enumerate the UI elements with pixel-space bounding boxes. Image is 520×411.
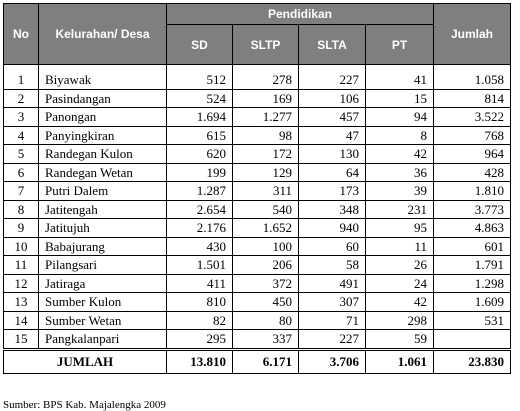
cell-sd: 512 <box>167 65 233 90</box>
cell-slta: 227 <box>299 65 366 90</box>
cell-no: 4 <box>4 126 39 145</box>
cell-jumlah: 1.298 <box>434 274 511 293</box>
cell-sd: 524 <box>167 89 233 108</box>
total-slta: 3.706 <box>299 349 366 373</box>
cell-pt: 59 <box>366 330 434 350</box>
cell-sd: 2.654 <box>167 200 233 219</box>
cell-sd: 1.694 <box>167 108 233 127</box>
cell-slta: 58 <box>299 256 366 275</box>
cell-pt: 8 <box>366 126 434 145</box>
cell-sd: 620 <box>167 145 233 164</box>
cell-no: 5 <box>4 145 39 164</box>
cell-kelurahan: Pasindangan <box>39 89 167 108</box>
cell-pt: 26 <box>366 256 434 275</box>
header-sltp: SLTP <box>233 25 299 65</box>
cell-pt: 11 <box>366 237 434 256</box>
cell-sltp: 172 <box>233 145 299 164</box>
cell-kelurahan: Pilangsari <box>39 256 167 275</box>
cell-pt: 39 <box>366 182 434 201</box>
cell-no: 8 <box>4 200 39 219</box>
header-no: No <box>4 4 39 65</box>
table-row <box>4 145 511 164</box>
cell-sd: 295 <box>167 330 233 350</box>
cell-sltp: 1.277 <box>233 108 299 127</box>
cell-jumlah: 1.810 <box>434 182 511 201</box>
cell-no: 14 <box>4 311 39 330</box>
cell-sd: 82 <box>167 311 233 330</box>
cell-sltp: 100 <box>233 237 299 256</box>
table-row <box>4 163 511 182</box>
cell-no: 15 <box>4 330 39 350</box>
cell-kelurahan: Putri Dalem <box>39 182 167 201</box>
cell-slta: 106 <box>299 89 366 108</box>
cell-slta: 491 <box>299 274 366 293</box>
cell-sltp: 169 <box>233 89 299 108</box>
cell-sltp: 450 <box>233 293 299 312</box>
cell-jumlah: 601 <box>434 237 511 256</box>
cell-kelurahan: Jatiraga <box>39 274 167 293</box>
cell-pt: 36 <box>366 163 434 182</box>
cell-jumlah: 814 <box>434 89 511 108</box>
cell-sltp: 129 <box>233 163 299 182</box>
cell-jumlah: 3.522 <box>434 108 511 127</box>
cell-pt: 94 <box>366 108 434 127</box>
cell-slta: 940 <box>299 219 366 238</box>
cell-jumlah: 4.863 <box>434 219 511 238</box>
table-row <box>4 256 511 275</box>
source-note: Sumber: BPS Kab. Majalengka 2009 <box>3 399 166 411</box>
cell-slta: 173 <box>299 182 366 201</box>
cell-slta: 227 <box>299 330 366 350</box>
total-label: JUMLAH <box>4 349 167 373</box>
table-row <box>4 182 511 201</box>
table-row <box>4 200 511 219</box>
cell-slta: 130 <box>299 145 366 164</box>
cell-slta: 457 <box>299 108 366 127</box>
education-table <box>3 3 511 374</box>
cell-no: 10 <box>4 237 39 256</box>
table-row <box>4 311 511 330</box>
cell-jumlah: 768 <box>434 126 511 145</box>
total-jumlah: 23.830 <box>434 349 511 373</box>
cell-no: 12 <box>4 274 39 293</box>
cell-sd: 2.176 <box>167 219 233 238</box>
cell-pt: 231 <box>366 200 434 219</box>
header-kelurahan: Kelurahan/ Desa <box>39 4 167 65</box>
cell-slta: 307 <box>299 293 366 312</box>
cell-no: 7 <box>4 182 39 201</box>
cell-no: 1 <box>4 65 39 90</box>
cell-jumlah: 3.773 <box>434 200 511 219</box>
table-row <box>4 108 511 127</box>
cell-pt: 298 <box>366 311 434 330</box>
cell-slta: 71 <box>299 311 366 330</box>
cell-kelurahan: Randegan Wetan <box>39 163 167 182</box>
cell-jumlah: 1.791 <box>434 256 511 275</box>
table-row <box>4 65 511 90</box>
cell-kelurahan: Babajurang <box>39 237 167 256</box>
cell-pt: 42 <box>366 145 434 164</box>
cell-kelurahan: Sumber Wetan <box>39 311 167 330</box>
cell-no: 2 <box>4 89 39 108</box>
cell-pt: 95 <box>366 219 434 238</box>
cell-jumlah: 1.609 <box>434 293 511 312</box>
cell-kelurahan: Panyingkiran <box>39 126 167 145</box>
cell-kelurahan: Randegan Kulon <box>39 145 167 164</box>
cell-sd: 430 <box>167 237 233 256</box>
header-sd: SD <box>167 25 233 65</box>
cell-sltp: 80 <box>233 311 299 330</box>
table-row <box>4 237 511 256</box>
cell-pt: 15 <box>366 89 434 108</box>
cell-sd: 199 <box>167 163 233 182</box>
cell-jumlah <box>434 330 511 350</box>
cell-sltp: 1.652 <box>233 219 299 238</box>
cell-no: 6 <box>4 163 39 182</box>
total-row <box>4 349 511 373</box>
cell-sltp: 98 <box>233 126 299 145</box>
header-pendidikan: Pendidikan <box>167 4 434 25</box>
cell-no: 9 <box>4 219 39 238</box>
cell-sd: 411 <box>167 274 233 293</box>
cell-pt: 42 <box>366 293 434 312</box>
cell-sd: 615 <box>167 126 233 145</box>
cell-no: 13 <box>4 293 39 312</box>
cell-kelurahan: Pangkalanpari <box>39 330 167 350</box>
table-row <box>4 219 511 238</box>
table-row <box>4 89 511 108</box>
cell-sltp: 206 <box>233 256 299 275</box>
table-row <box>4 274 511 293</box>
cell-slta: 348 <box>299 200 366 219</box>
cell-kelurahan: Sumber Kulon <box>39 293 167 312</box>
cell-kelurahan: Jatitujuh <box>39 219 167 238</box>
cell-pt: 24 <box>366 274 434 293</box>
cell-sd: 810 <box>167 293 233 312</box>
cell-sd: 1.287 <box>167 182 233 201</box>
total-sltp: 6.171 <box>233 349 299 373</box>
cell-sltp: 278 <box>233 65 299 90</box>
cell-pt: 41 <box>366 65 434 90</box>
cell-sltp: 540 <box>233 200 299 219</box>
cell-jumlah: 1.058 <box>434 65 511 90</box>
total-pt: 1.061 <box>366 349 434 373</box>
cell-sltp: 337 <box>233 330 299 350</box>
header-jumlah: Jumlah <box>434 4 511 65</box>
cell-no: 3 <box>4 108 39 127</box>
header-pt: PT <box>366 25 434 65</box>
cell-no: 11 <box>4 256 39 275</box>
cell-sd: 1.501 <box>167 256 233 275</box>
table-row <box>4 330 511 350</box>
cell-slta: 47 <box>299 126 366 145</box>
header-slta: SLTA <box>299 25 366 65</box>
cell-sltp: 311 <box>233 182 299 201</box>
table-row <box>4 293 511 312</box>
cell-jumlah: 964 <box>434 145 511 164</box>
cell-kelurahan: Jatitengah <box>39 200 167 219</box>
total-sd: 13.810 <box>167 349 233 373</box>
cell-sltp: 372 <box>233 274 299 293</box>
cell-kelurahan: Biyawak <box>39 65 167 90</box>
cell-jumlah: 428 <box>434 163 511 182</box>
cell-kelurahan: Panongan <box>39 108 167 127</box>
cell-slta: 60 <box>299 237 366 256</box>
table-row <box>4 126 511 145</box>
cell-slta: 64 <box>299 163 366 182</box>
cell-jumlah: 531 <box>434 311 511 330</box>
